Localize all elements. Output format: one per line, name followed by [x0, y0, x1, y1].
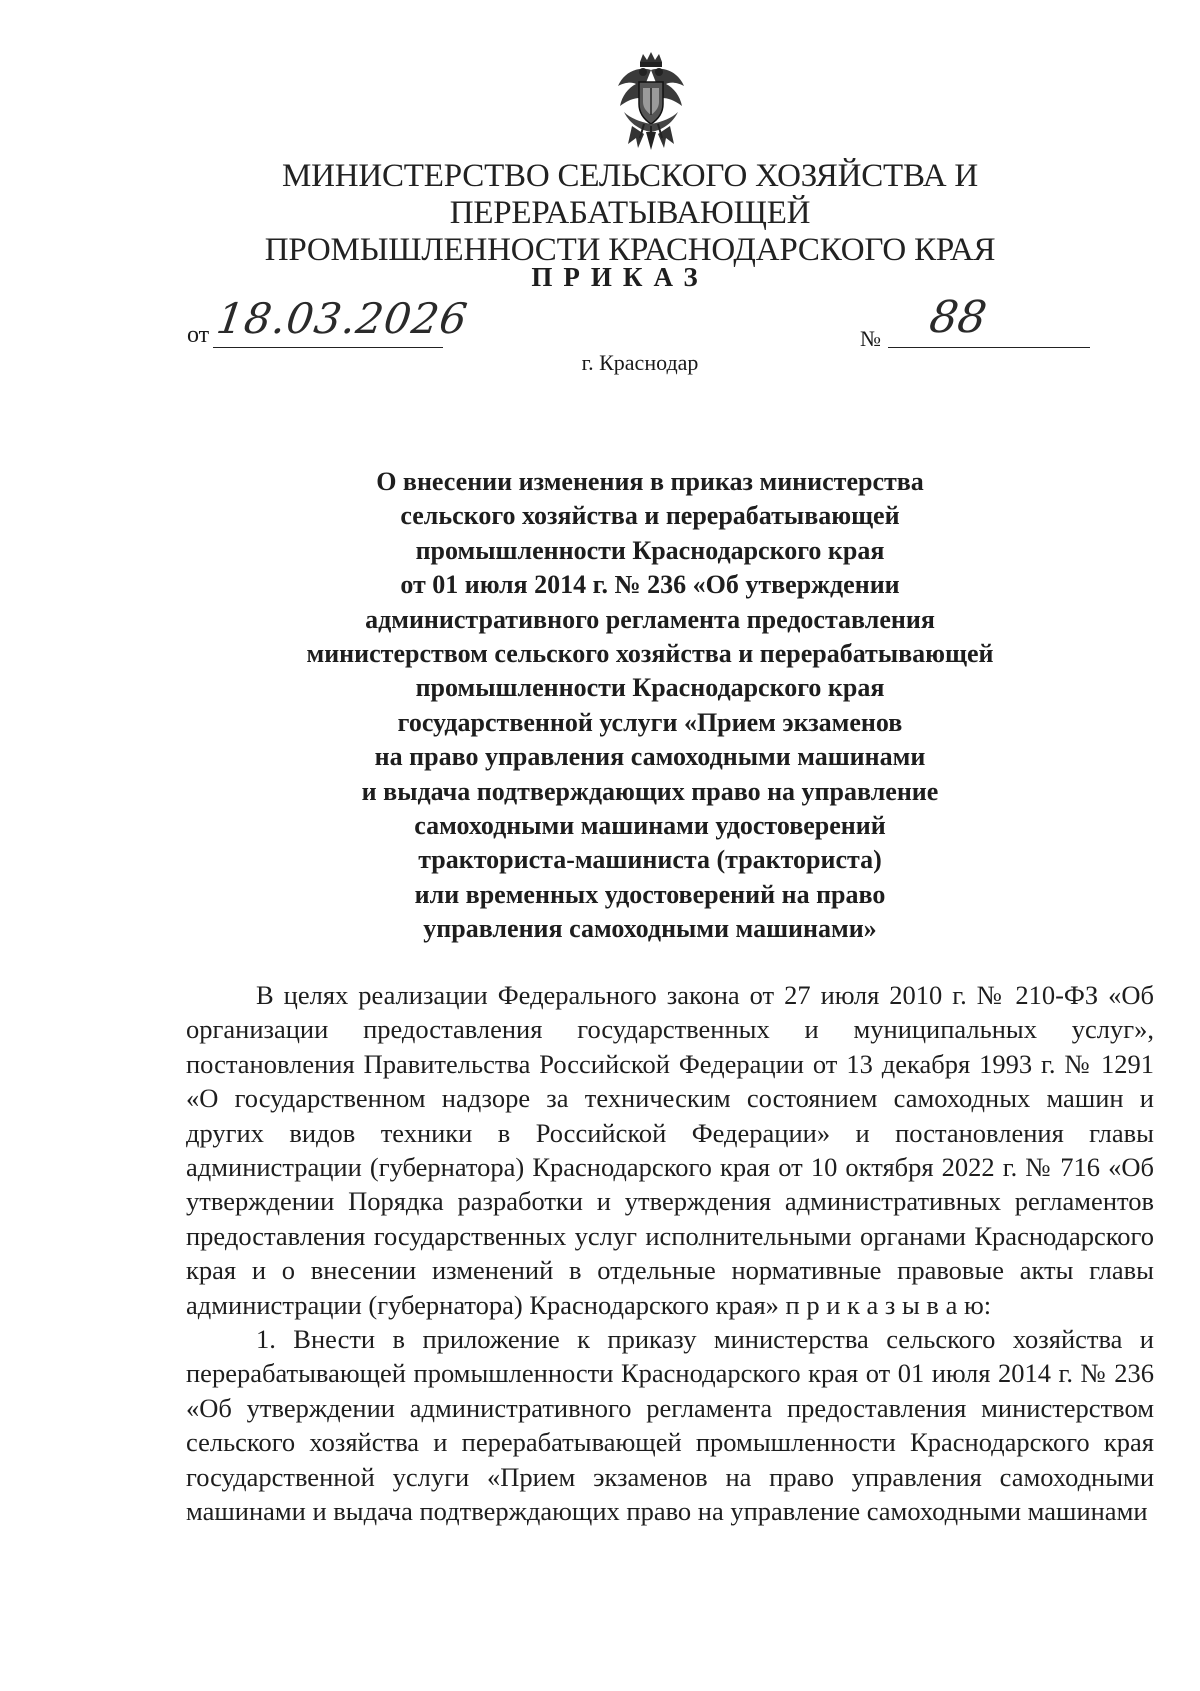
subject-line: О внесении изменения в приказ министерства [376, 467, 924, 496]
subject-line: промышленности Краснодарского края [415, 535, 885, 565]
ministry-name [150, 158, 1110, 269]
preamble-paragraph: В целях реализации Федерального закона от 27 июля 2010 г. № 210-ФЗ «Об организации предоставления государственных и муниципальных услуг», постановления Правительства Российской Федерации от 13 декабря 1993 г. № 1291 «О государственном надзоре за техническим состоянием самоходных машин и других видов техники в Российской Федерации» и постановления главы администрации (губернатора) Краснодарского края от 10 октября 2022 г. № 716 «Об утверждении Порядка разработки и утверждения административных регламентов предоставления государственных услуг исполнительными органами Краснодарского края и о внесении изменений в отдельные нормативные правовые акты главы администрации (губернатора) Краснодарского края» п р и к а з ы в а ю: [186, 980, 1154, 1320]
order-subject [250, 465, 1050, 947]
subject-line: административного регламента предоставления [365, 604, 935, 634]
ministry-line-2: ПРОМЫШЛЕННОСТИ КРАСНОДАРСКОГО КРАЯ [264, 232, 996, 268]
subject-line: от 01 июля 2014 г. № 236 «Об утверждении [400, 570, 900, 600]
document-type: ПРИКАЗ [531, 262, 709, 292]
date-underline [213, 347, 443, 348]
order-date: 18.03.2026 [213, 294, 471, 343]
subject-line: на право управления самоходными машинами [374, 742, 926, 772]
subject-line: сельского хозяйства и перерабатывающей [400, 501, 900, 531]
subject-line: министерством сельского хозяйства и перерабатывающей [306, 639, 994, 669]
subject-line: или временных удостоверений на право [414, 879, 886, 909]
subject-line: государственной услуги «Прием экзаменов [397, 707, 903, 737]
subject-line: управления самоходными машинами» [423, 914, 877, 944]
subject-line: и выдача подтверждающих право на управление [361, 776, 939, 806]
item-1-paragraph: 1. Внести в приложение к приказу министерства сельского хозяйства и перерабатывающей промышленности Краснодарского края от 01 июля 2014 г. № 236 «Об утверждении административного регламента предоставления министерством сельского хозяйства и перерабатывающей промышленности Краснодарского края государственной услуги «Прием экзаменов на право управления самоходными машинами и выдача подтверждающих право на управление самоходными машинами [186, 1324, 1154, 1527]
order-body [186, 978, 1154, 1529]
ministry-line-1: МИНИСТЕРСТВО СЕЛЬСКОГО ХОЗЯЙСТВА И ПЕРЕРАБАТЫВАЮЩЕЙ [281, 158, 979, 231]
number-underline [888, 347, 1090, 348]
order-number: 88 [926, 292, 990, 343]
coat-of-arms-icon [610, 52, 692, 152]
issue-city: г. Краснодар [581, 350, 699, 375]
subject-line: промышленности Краснодарского края [415, 673, 885, 703]
number-label: № [860, 326, 881, 351]
subject-line: тракториста-машиниста (тракториста) [418, 845, 882, 875]
subject-line: самоходными машинами удостоверений [414, 811, 886, 841]
date-prefix: от [187, 322, 210, 348]
